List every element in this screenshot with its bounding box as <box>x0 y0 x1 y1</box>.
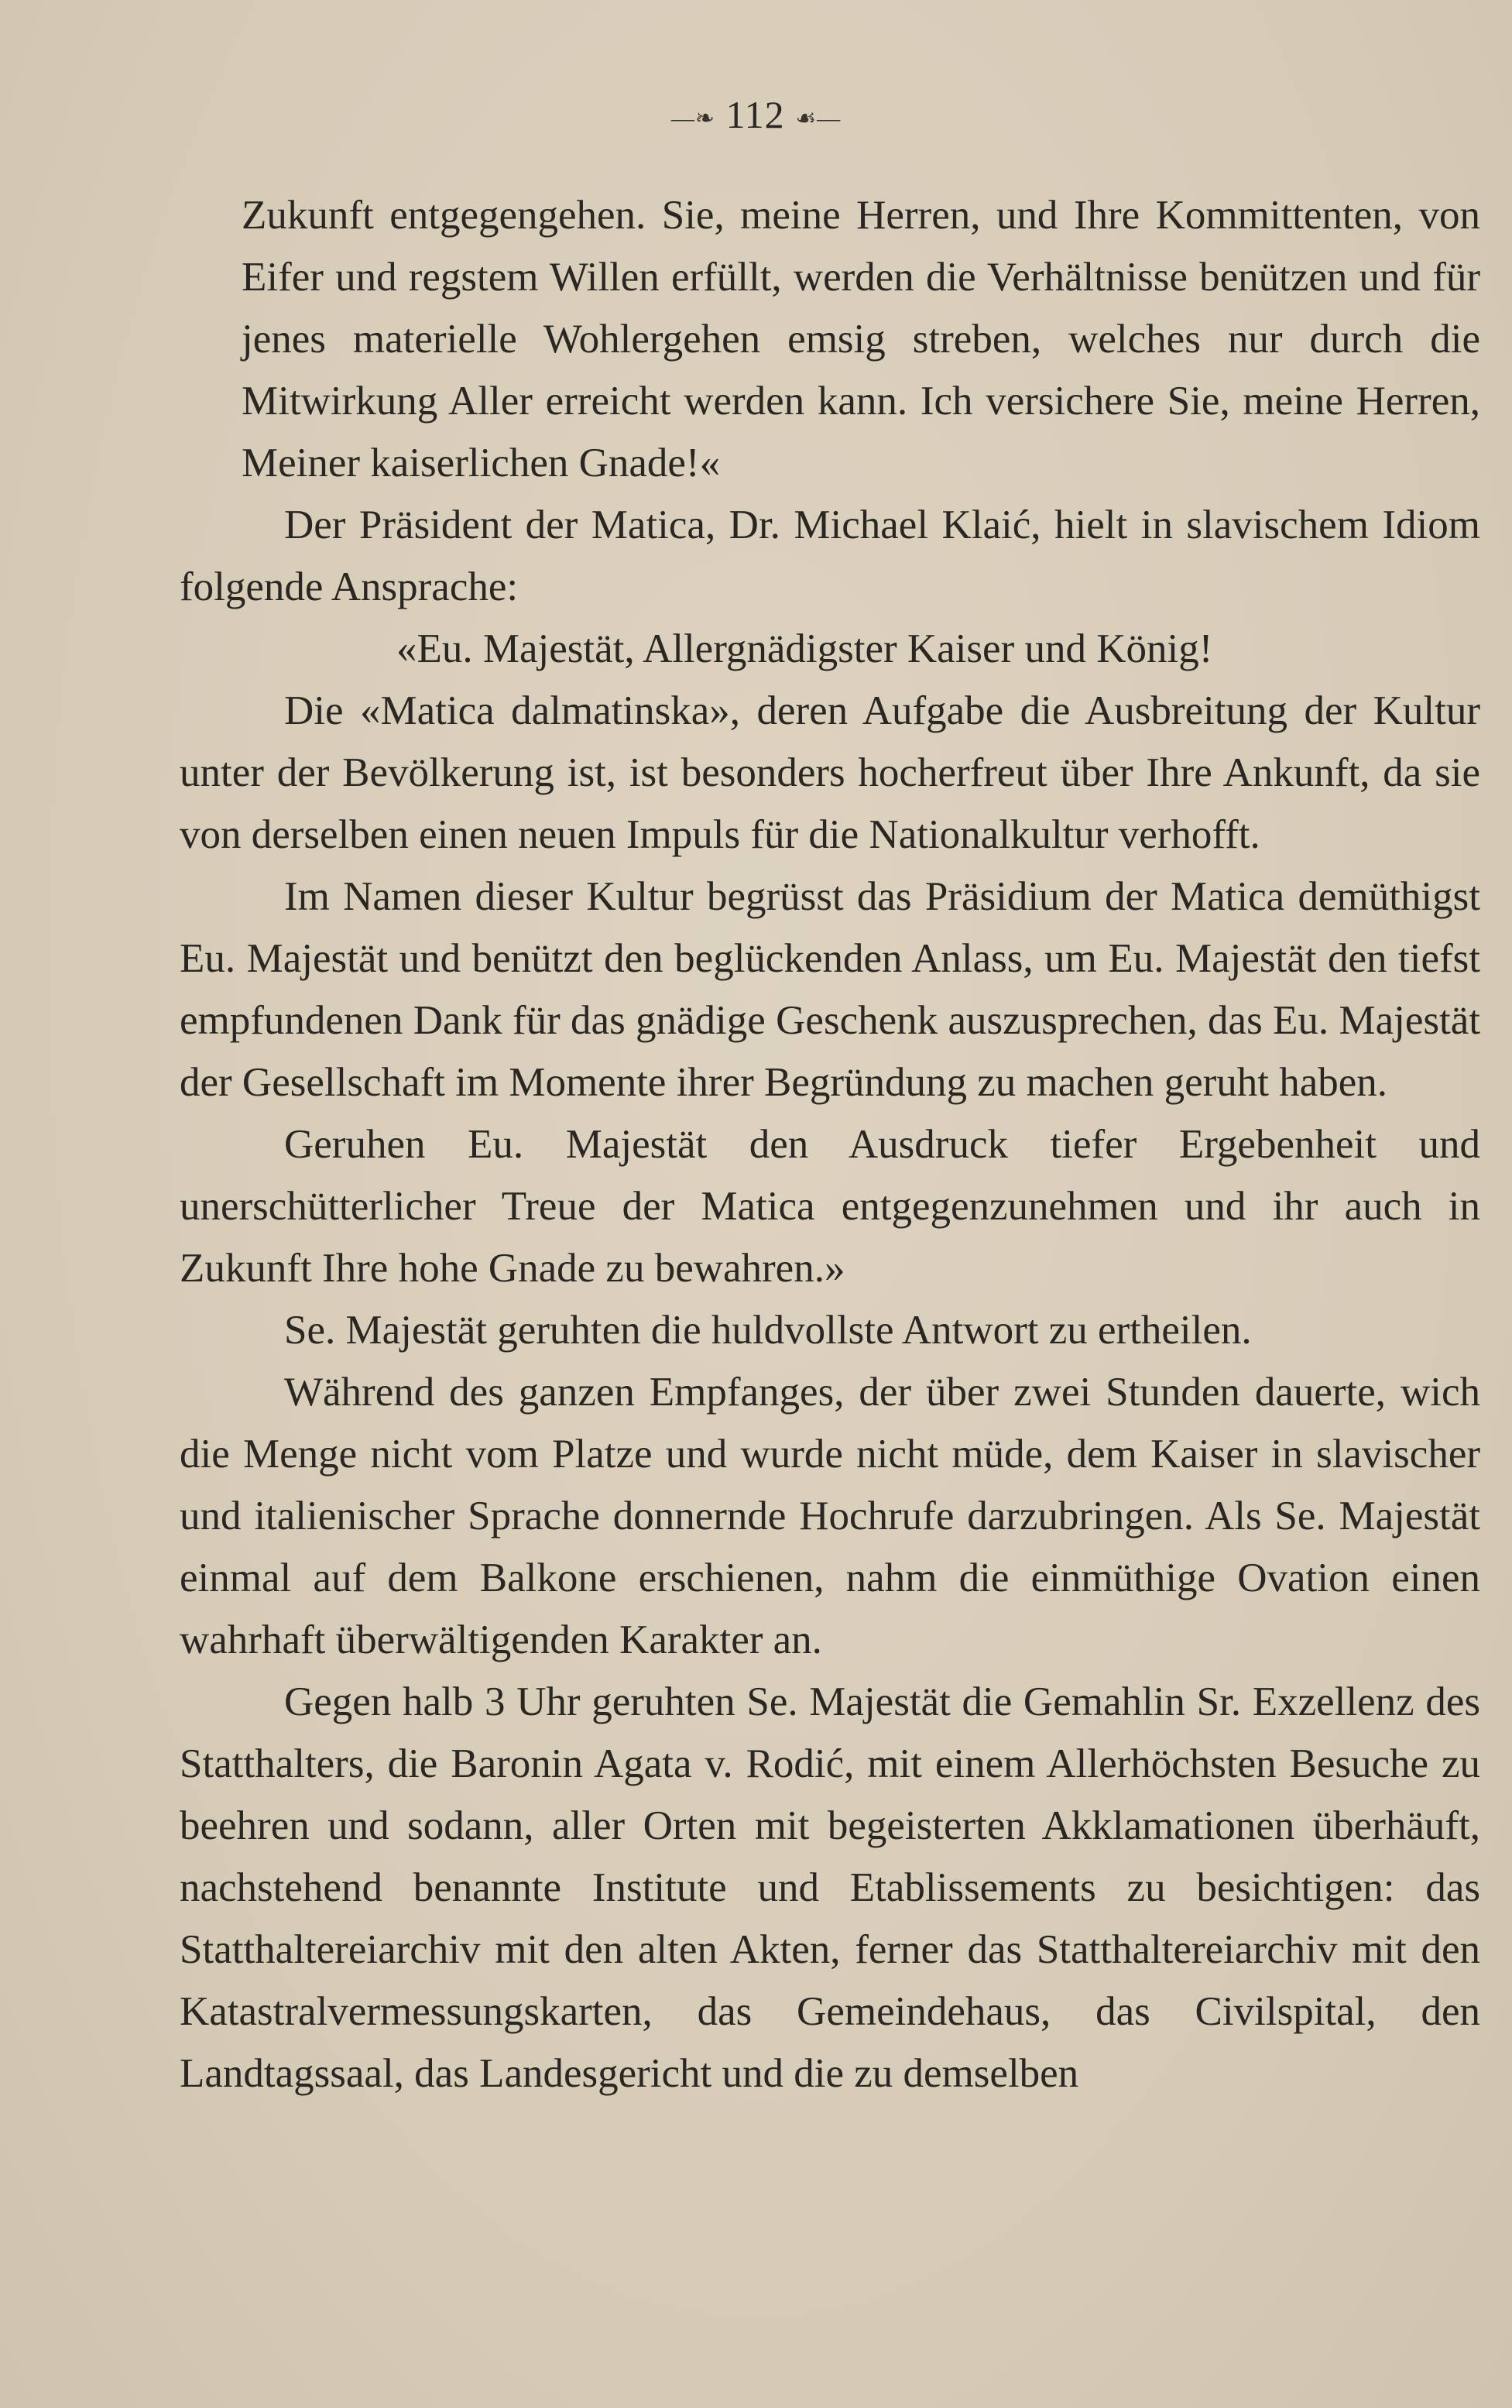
paragraph: Die «Matica dalmatinska», deren Aufgabe die Ausbreitung der Kultur unter der Bevölkerung ist, ist besonders hocherfreut über Ihre Ankunft, da sie von derselben einen neuen Impuls für die Nationalkultur verhofft. <box>180 688 1480 857</box>
salutation: «Eu. Majestät, Allergnädigster Kaiser und König! <box>396 626 1213 671</box>
page-number: 112 <box>725 93 785 136</box>
paragraph: Im Namen dieser Kultur begrüsst das Präsidium der Matica demüthigst Eu. Majestät und benützt den beglückenden Anlass, um Eu. Majestät den tiefst empfundenen Dank für das gnädige Geschenk auszusprechen, das Eu. Majestät der Gesellschaft im Momente ihrer Begründung zu machen geruht haben. <box>180 874 1480 1105</box>
paragraph: Gegen halb 3 Uhr geruhten Se. Majestät die Gemahlin Sr. Exzellenz des Statthalters, die Baronin Agata v. Rodić, mit einem Allerhöchsten Besuche zu beehren und sodann, aller Orten mit begeisterten Akklamationen überhäuft, nachstehend benannte Institute und Etablissements zu besichtigen: das Statthaltereiarchiv mit den alten Akten, ferner das Statthaltereiarchiv mit den Katastralvermessungskarten, das Gemeindehaus, das Civilspital, den Landtagssaal, das Landesgericht und die zu demselben <box>180 1679 1480 2096</box>
body-text <box>180 184 1480 2104</box>
paragraph: Während des ganzen Empfanges, der über zwei Stunden dauerte, wich die Menge nicht vom Platze und wurde nicht müde, dem Kaiser in slavischer und italienischer Sprache donnernde Hochrufe darzubringen. Als Se. Majestät einmal auf dem Balkone erschienen, nahm die einmüthige Ovation einen wahrhaft überwältigenden Karakter an. <box>180 1370 1480 1662</box>
paragraph: Der Präsident der Matica, Dr. Michael Klaić, hielt in slavischem Idiom folgende Ansprache: <box>180 503 1480 609</box>
paragraph: Geruhen Eu. Majestät den Ausdruck tiefer Ergebenheit und unerschütterlicher Treue der Matica entgegenzunehmen und ihr auch in Zukunft Ihre hohe Gnade zu bewahren.» <box>180 1122 1480 1291</box>
paragraph: Se. Majestät geruhten die huldvollste Antwort zu ertheilen. <box>284 1308 1252 1353</box>
ornament-left-icon: —❧ <box>670 105 716 132</box>
paragraph-continuation: Zukunft entgegengehen. Sie, meine Herren, und Ihre Kommittenten, von Eifer und regstem Willen erfüllt, werden die Verhältnisse benützen und für jenes materielle Wohlergehen emsig streben, welches nur durch die Mitwirkung Aller erreicht werden kann. Ich versichere Sie, meine Herren, Meiner kaiserlichen Gnade!« <box>242 193 1480 485</box>
page-header <box>0 84 1512 150</box>
ornament-right-icon: ☙— <box>795 105 842 132</box>
